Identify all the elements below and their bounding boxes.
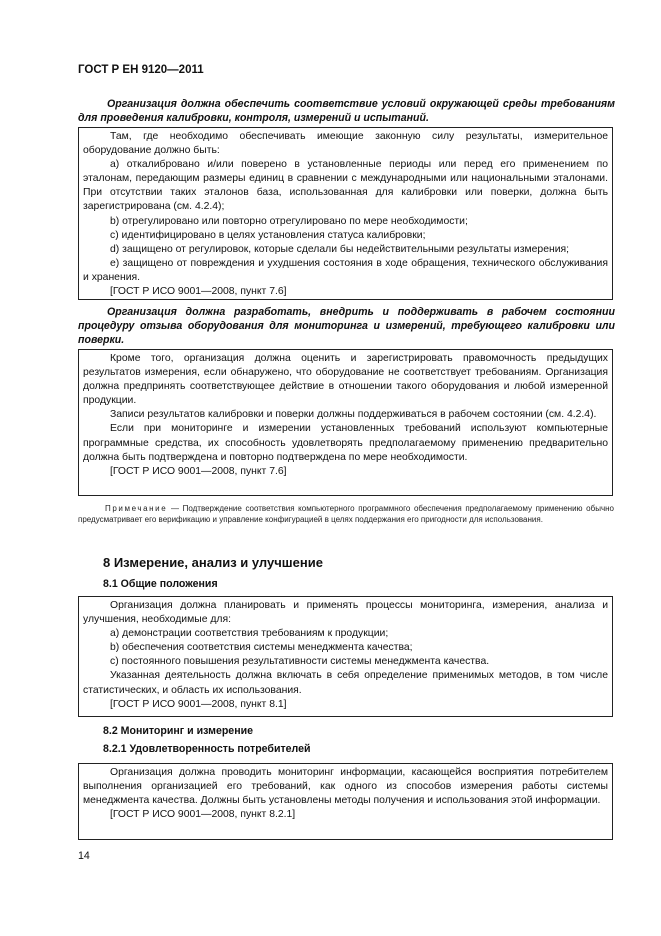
quote-box-7-6-b — [78, 349, 613, 496]
document-header: ГОСТ Р ЕН 9120—2011 — [78, 64, 204, 76]
requirement-recall: Организация должна разработать, внедрить и поддерживать в рабочем состоянии процедуру отзыва оборудования для мониторинга и измерений, требующего калибровки или поверки. — [78, 306, 615, 346]
note — [78, 503, 614, 525]
reference: [ГОСТ Р ИСО 9001—2008, пункт 7.6] — [110, 286, 287, 298]
paragraph: Указанная деятельность должна включать в себя определение применимых методов, в том числе статистических, и область их использования. — [83, 670, 608, 696]
paragraph: Организация должна планировать и применять процессы мониторинга, измерения, анализа и улучшения, необходимые для: — [83, 600, 608, 626]
list-item: a) откалибровано и/или поверено в установленные периоды или перед его применением по эталонам, передающим размеры единиц в сравнении с международными или национальными эталонами. При отсутствии таких эталонов база, использованная для калибровки или поверки, должна быть зарегистрирована (см. 4.2.4); — [83, 159, 608, 213]
list-item: c) идентифицировано в целях установления статуса калибровки; — [110, 229, 426, 241]
reference: [ГОСТ Р ИСО 9001—2008, пункт 8.1] — [110, 698, 287, 710]
paragraph: Записи результатов калибровки и поверки должны поддерживаться в рабочем состоянии (см. 4.2.4). — [110, 409, 597, 421]
quote-box-7-6-a — [78, 127, 613, 300]
requirement-environment: Организация должна обеспечить соответствие условий окружающей среды требованиям для проведения калибровки, контроля, измерений и испытаний. — [78, 98, 615, 124]
page-number: 14 — [78, 850, 90, 862]
section-heading-8: 8 Измерение, анализ и улучшение — [103, 555, 323, 570]
section-heading-8-2-1: 8.2.1 Удовлетворенность потребителей — [103, 743, 311, 755]
note-label: Примечание — [105, 504, 168, 513]
paragraph: Кроме того, организация должна оценить и зарегистрировать правомочность предыдущих результатов измерения, если обнаружено, что оборудование не соответствует требованиям. Организация должна предпринять соответствующее действие в отношении такого оборудования и любой измеренной продукции. — [83, 353, 608, 407]
paragraph: Организация должна проводить мониторинг информации, касающейся восприятия потребителем выполнения организацией его требований, как одного из способов измерения работы системы менеджмента качества. Должны быть установлены методы получения и использования этой информации. — [83, 767, 608, 807]
paragraph: Если при мониторинге и измерении установленных требований используют компьютерные программные средства, их способность удовлетворять предполагаемому применению предварительно должна быть подтверждена и повторно подтверждена по мере необходимости. — [83, 423, 608, 463]
list-item: c) постоянного повышения результативности системы менеджмента качества. — [110, 656, 490, 668]
paragraph: Там, где необходимо обеспечивать имеющие законную силу результаты, измерительное оборудование должно быть: — [83, 131, 608, 157]
list-item: b) отрегулировано или повторно отрегулировано по мере необходимости; — [110, 215, 468, 227]
list-item: a) демонстрации соответствия требованиям к продукции; — [110, 628, 389, 640]
reference: [ГОСТ Р ИСО 9001—2008, пункт 8.2.1] — [110, 809, 296, 821]
list-item: d) защищено от регулировок, которые сделали бы недействительными результаты измерения; — [110, 243, 570, 255]
quote-box-8-2-1 — [78, 763, 613, 840]
note-text: — Подтверждение соответствия компьютерного программного обеспечения предполагаемому применению обычно предусматривает его верификацию и управление конфигурацией в целях поддержания его пригодности для использования. — [78, 504, 614, 525]
section-heading-8-1: 8.1 Общие положения — [103, 578, 218, 590]
quote-box-8-1 — [78, 596, 613, 717]
list-item: b) обеспечения соответствия системы менеджмента качества; — [110, 642, 413, 654]
section-heading-8-2: 8.2 Мониторинг и измерение — [103, 725, 253, 737]
reference: [ГОСТ Р ИСО 9001—2008, пункт 7.6] — [110, 465, 287, 477]
list-item: e) защищено от повреждения и ухудшения состояния в ходе обращения, технического обслуживания и хранения. — [83, 257, 608, 283]
